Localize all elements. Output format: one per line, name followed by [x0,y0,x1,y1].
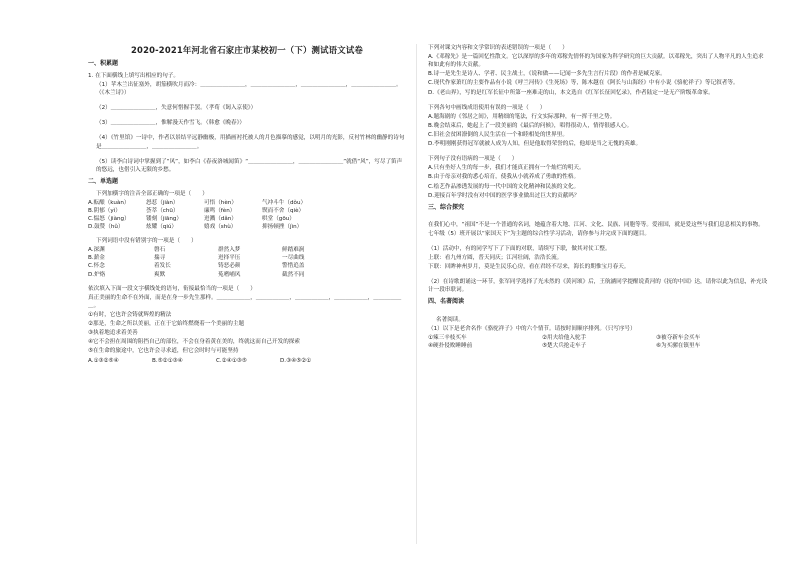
question-item: （1）苹木兰出征塞外，胡笳横吹月而冷：＿＿＿＿＿＿＿＿，＿＿＿＿＿＿＿＿，＿＿＿＿＿＿＿＿，＿＿＿＿＿＿＿＿。（《木兰诗》） [96,81,402,97]
question-item: （1）以下是老舍名作《骆驼祥子》中的六个情节。请按时间顺序排列。（只写序号） [428,326,636,332]
passage-line: ①有时，它也许会铸就辉煌的精法 [88,311,172,318]
left-column [88,44,406,365]
question-item: （2）＿＿＿＿＿＿＿＿，失意何惜握手罢。（孝荀《谒入京使》） [96,105,257,112]
question-item: （3）＿＿＿＿＿＿＿＿，惟解漫天作雪飞。（韩愈《晚春》） [96,120,245,127]
right-column [428,44,768,350]
option: 菟嗜哺风 [218,271,241,278]
option: D.《老山界》，写的是红军长征中所第一座难走的山，本文选自《红军长征回忆录》，作者陆定一是无产阶级革命家。 [428,89,714,96]
option: ⑥为买骡在镇里车 [656,343,701,350]
question-stem: 依次填入下面一段文字横线处的语句，衔接最恰当的一项是（ ） [88,285,256,292]
option: C.现代作家萧红的主要作品有小说《呼兰河传》《生死场》等，陈木越在《阿长与山海经》中有小说《骆驼祥子》等记叙者等。 [428,80,739,87]
passage-line: 真正美丽的生命不在外面，而是在身一步先生那样。＿＿＿＿＿＿，＿＿＿＿＿＿，＿＿＿＿＿＿，＿＿＿＿＿＿，＿＿＿＿＿＿。 [88,294,402,309]
option: 哄堂（gōu） [262,215,295,222]
section-heading: 三、综合探究 [428,203,465,211]
passage-line: ②那是，生命之所以美丽，正在于它始终燃烧着一个美丽的主题 [88,321,245,328]
question-item: （4）《竹里馆》一诗中，作者以景结平远静幽极，用描画衬托被人的月色描摹的感觉，以明月的光影，反衬竹林的幽静的诗句是＿＿＿＿＿＿＿＿，＿＿＿＿＿＿＿＿。 [96,135,405,150]
option: 磐石 [154,247,166,254]
option: 可悟（hèn） [204,199,237,206]
option: B.阴郁（yì） [88,207,121,214]
option: D.炉烙 [88,271,106,278]
option: B.晚会结束后，她起上了一段美丽的《最后的问候》，唱得很动人，情得很感人心。 [428,122,633,129]
option: A.①③②⑤④ [88,357,119,364]
option: C.绘艺作品渗透发展的每一代中国的文化精神和民族的文化。 [428,183,580,190]
option: 气冲斗牛（dǒu） [262,199,307,206]
option: 截然不同 [282,271,305,278]
option: 迸择平压 [218,255,241,262]
option: A.深渊 [88,247,105,254]
passage-line: 在我们心中，“祖国”不是一个普通的名词，她蕴含着大地、江河、文化、民族、同胞等等。爱祖国，就是爱这些与我们息息相关的事物。七年级（5）班开展以“家国天下”为主题的综合性学习活动，请你参与并完成下面的题目。 [428,222,764,237]
option: D.迎接百年学时没有对中国的医学事业做出过巨大的贡献吗？ [428,192,580,199]
option: 铸恶必颜 [218,263,241,270]
question-item: 下联：回眸神州岁月，莫是生民乐心房，看在君经不尽来，海长的期惟宝月春天。 [428,263,630,270]
option: ④硬扑侵败睡睡前 [428,343,473,350]
option: B.由于母亲对我的悉心培育，使我从小就养成了勇敢的性格。 [428,174,580,181]
question-stem: 下列加横字的注音全部正确的一项是（ ） [96,190,208,197]
option: 鲜踏难涧 [282,247,305,254]
question-stem: 1. 在下面横线上填写出相应的句子。 [88,72,180,79]
option: C.怀念 [88,263,105,270]
option: 炫耀（qiú） [146,223,178,230]
column-divider [416,44,417,544]
option: 着发长 [154,263,171,270]
option: C.旧社会贫困潦倒的人民生活在一个和睦相处的世界里。 [428,131,568,138]
question-item: （1）活动中，有的同学写下了下面的对联，请续写下联，做其对仗工整。 [428,245,611,252]
passage-line: ⑤在生命的旅途中，它也许会寻求道，但它会时时与可能坚持 [88,348,239,355]
question-stem: 下列各句中画线成语使用有误的一项是（ ） [428,104,546,111]
question-stem: 下列句子没有语病的一项是（ ） [428,156,518,163]
question-item: 上联：看九州方圆，普天同庆；江河壮阔，浩浩长流。 [428,254,563,261]
option: 揣寻 [154,255,166,262]
option: 群然入梦 [218,247,241,254]
passage-line: ③执着地追求着美善 [88,330,138,337]
option: A.只有坐好人生的每一步，我们才能真正拥有一个灿烂的明天。 [428,165,585,172]
option: 抑扬顿挫（jìn） [262,223,303,230]
page-title: 2020-2021年河北省石家庄市某校初一（下）测试语文试卷 [131,45,363,55]
section-heading: 二、单选题 [88,177,119,185]
option: 锲而不舍（qiè） [262,207,305,214]
option: ②用夫给他入驼手 [542,335,587,342]
question-stem: 下列词语中没有错别字的一项是（ ） [96,238,197,245]
option: ①辣三辛枝买车 [428,335,467,342]
options-grid [88,357,406,365]
option: C.愠怒（jiàng） [88,215,130,222]
options-grid [428,334,768,350]
option: D.李明刚刚获得冠军就被人成为人知，但是他取得荣誉的后，他却是当之无愧的英雄。 [428,141,642,148]
options-grid [88,199,406,231]
option: ③被夺新车会买车 [656,335,701,342]
option: D.③④⑤②① [280,357,312,364]
option: 廉鸣（fèn） [204,207,236,214]
question-stem: 名著阅读。 [436,316,464,323]
section-heading: 四、名著阅读 [428,298,465,306]
option: ⑤楚大兵抢走车子 [542,343,587,350]
question-stem: 下列对课文内容和文学常识的表述错误的一项是（ ） [428,45,568,51]
option: 荟萃（chū） [146,207,179,214]
section-heading: 一、积累题 [88,60,119,68]
option: 迸溅（dǎn） [204,215,237,222]
option: 警惜追盖 [282,263,305,270]
question-item: （2）在诗歌朗诵这一环节，张军同学选择了光未然的《黄河颂》后，王航涵同学提醒说黄河的《抚的中国》达，请你以此为信息，补充设计一段串联词。 [428,278,768,294]
option: 爽默 [154,271,166,278]
option: B.诗一是先生是诗人、学者、民主战士，《说和做——记闻一多先生言行片段》的作者是臧克家。 [428,71,666,78]
option: C.②④①③⑤ [216,357,247,364]
option: 镂刻（jiāng） [146,215,183,222]
option: A.题海剧的《邻居之间》，用精细的笔法，行文实际那种，有一挥千里之势。 [428,113,616,120]
option: B.薪金 [88,255,105,262]
passage-line: ④它不会担在周围的阻挡自己的部位，不会在身着黄在美的，终就这而自己开发的探索 [88,339,300,346]
option: 一尽曲线 [282,255,305,262]
option: D.鼓赞（hǔ） [88,223,124,230]
option: 嬉戏（shù） [204,223,237,230]
option: A.《邓稼先》是一篇回忆性散文。它以深厚的多年的邓稼先情怀的为国家为科学研究的巨大贡献。以邓稼先，突出了人物平凡的人生追求和如此有的伟大贡献。 [428,54,764,69]
option: 怒怼（jiàn） [146,199,179,206]
option: A.酝酿（kuàn） [88,199,130,206]
question-item: （5）读李白诗词中掌握到了“风”，如李白《春夜洛城闻笛》“＿＿＿＿＿＿＿＿，＿＿＿＿＿＿＿＿”就借“风”，写尽了笛声的悠远，也借引入无限的乡愁。 [96,158,403,173]
options-grid [88,246,406,278]
option: B.⑤②①③④ [152,357,183,364]
